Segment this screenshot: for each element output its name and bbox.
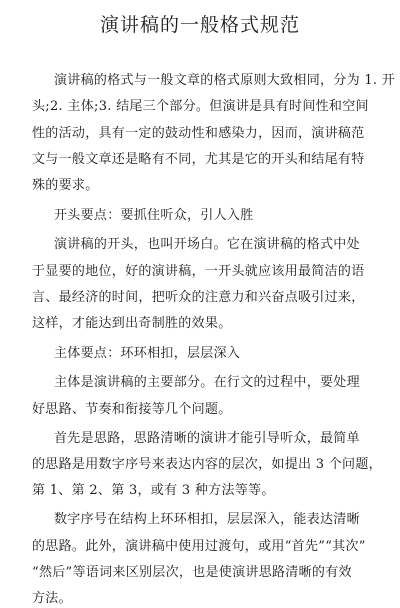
- body-line: 主体是演讲稿的主要部分。在行文的过程中，要处理: [54, 375, 360, 390]
- body-line: 第 1、第 2、第 3，或有 3 种方法等等。: [32, 483, 275, 498]
- section-heading: 主体要点：环环相扣，层层深入: [54, 346, 241, 361]
- body-line: 文与一般文章还是略有不同，尤其是它的开头和结尾有特: [32, 152, 365, 167]
- body-line: 首先是思路，思路清晰的演讲才能引导听众，最简单: [54, 431, 360, 446]
- body-line: 演讲稿的开头，也叫开场白。它在演讲稿的格式中处: [54, 237, 360, 252]
- body-line: 好思路、节奏和衔接等几个问题。: [32, 402, 232, 417]
- body-line: 言、最经济的时间，把听众的注意力和兴奋点吸引过来，: [32, 290, 365, 305]
- body-line: 殊的要求。: [32, 178, 99, 193]
- body-line: 于显要的地位，好的演讲稿，一开头就应该用最简洁的语: [32, 264, 365, 279]
- body-line: 数字序号在结构上环环相扣，层层深入，能表达清晰: [54, 512, 360, 527]
- body-line: 演讲稿的格式与一般文章的格式原则大致相同，分为 1. 开: [54, 73, 396, 88]
- body-line: 头;2. 主体;3. 结尾三个部分。但演讲是具有时间性和空间: [32, 99, 369, 114]
- body-line: 的思路是用数字序号来表达内容的层次，如提出 3 个问题，: [32, 457, 382, 472]
- body-line: 方法。: [32, 591, 72, 606]
- body-line: 性的活动，具有一定的鼓动性和感染力，因而，演讲稿范: [32, 126, 365, 141]
- body-line: 的思路。此外，演讲稿中使用过渡句，或用“首先”“其次”: [32, 539, 366, 554]
- document-title: 演讲稿的一般格式规范: [99, 14, 300, 36]
- body-line: “然后”等语词来区别层次，也是使演讲思路清晰的有效: [32, 565, 352, 580]
- body-line: 这样，才能达到出奇制胜的效果。: [32, 316, 232, 331]
- section-heading: 开头要点：要抓住听众，引人入胜: [54, 208, 254, 223]
